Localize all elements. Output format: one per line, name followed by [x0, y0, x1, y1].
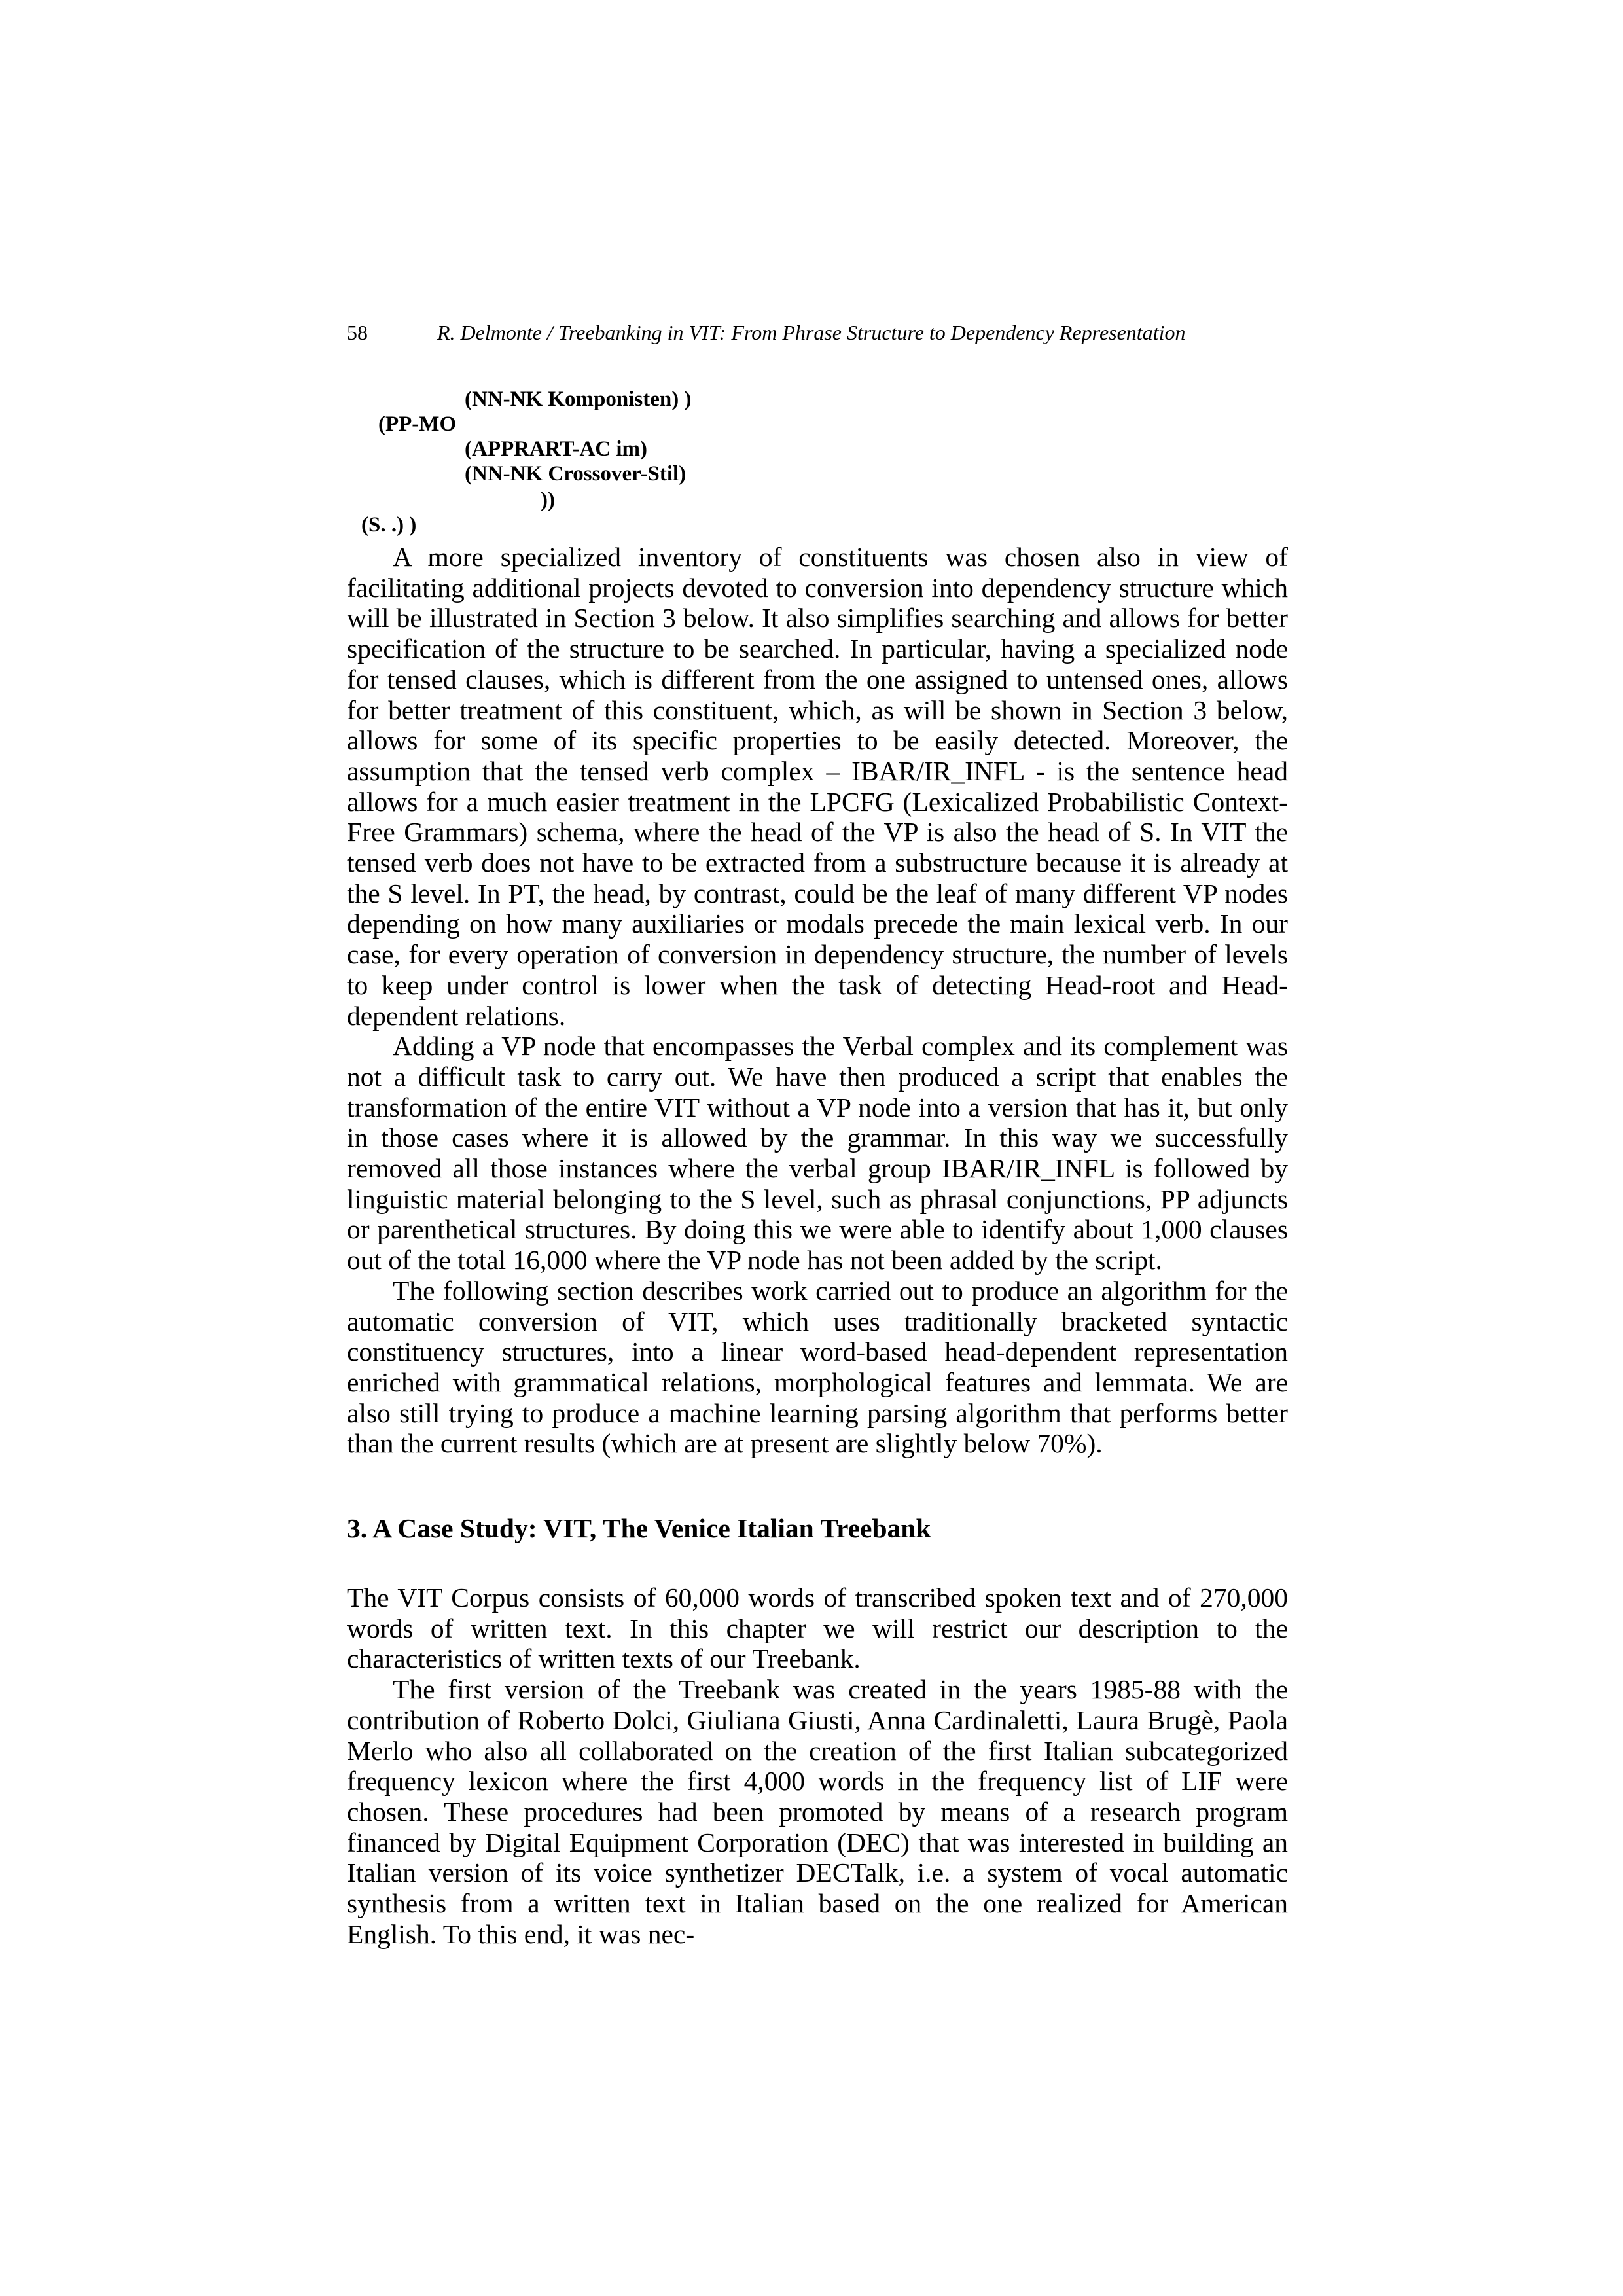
tree-line: (S. .) )	[361, 513, 417, 537]
body-text	[347, 542, 1288, 1459]
paragraph: Adding a VP node that encompasses the Verbal complex and its complement was not a difficult task to carry out. We have then produced a script that enables the transformation of the entire VIT without a VP node into a version that has it, but only in those cases where it is allowed by the grammar. In this way we successfully removed all those instances where the verbal group IBAR/IR_INFL is followed by linguistic material belonging to the S level, such as phrasal conjunctions, PP adjuncts or parenthetical structures. By doing this we were able to identify about 1,000 clauses out of the total 16,000 where the VP node has not been added by the script.	[347, 1031, 1288, 1276]
tree-line: (PP-MO	[378, 412, 457, 436]
tree-line: (NN-NK Crossover-Stil)	[465, 462, 687, 486]
running-head: R. Delmonte / Treebanking in VIT: From Phrase Structure to Dependency Representation	[437, 321, 1186, 344]
page-header	[347, 318, 1283, 347]
section-heading: 3. A Case Study: VIT, The Venice Italian Treebank	[347, 1513, 931, 1543]
tree-line: (APPRART-AC im)	[465, 437, 648, 461]
tree-line: (NN-NK Komponisten) )	[465, 387, 692, 411]
paragraph: The VIT Corpus consists of 60,000 words of transcribed spoken text and of 270,000 words of written text. In this chapter we will restrict our description to the characteristics of written texts of our Treebank.	[347, 1583, 1288, 1674]
paragraph: A more specialized inventory of constituents was chosen also in view of facilitating additional projects devoted to conversion into dependency structure which will be illustrated in Section 3 below. It also simplifies searching and allows for better specification of the structure to be searched. In particular, having a specialized node for tensed clauses, which is different from the one assigned to untensed ones, allows for better treatment of this constituent, which, as will be shown in Section 3 below, allows for some of its specific properties to be easily detected. Moreover, the assumption that the tensed verb complex – IBAR/IR_INFL - is the sentence head allows for a much easier treatment in the LPCFG (Lexicalized Probabilistic Context-Free Grammars) schema, where the head of the VP is also the head of S. In VIT the tensed verb does not have to be extracted from a substructure because it is already at the S level. In PT, the head, by contrast, could be the leaf of many different VP nodes depending on how many auxiliaries or modals precede the main lexical verb. In our case, for every operation of conversion in dependency structure, the number of levels to keep under control is lower when the task of detecting Head-root and Head-dependent relations.	[347, 542, 1288, 1031]
paragraph: The following section describes work carried out to produce an algorithm for the automatic conversion of VIT, which uses traditionally bracketed syntactic constituency structures, into a linear word-based head-dependent representation enriched with grammatical relations, morphological features and lemmata. We are also still trying to produce a machine learning parsing algorithm that performs better than the current results (which are at present are slightly below 70%).	[347, 1275, 1288, 1459]
tree-line: ))	[541, 488, 555, 512]
page-number: 58	[347, 321, 368, 344]
paragraph: The first version of the Treebank was created in the years 1985-88 with the contribution of Roberto Dolci, Giuliana Giusti, Anna Cardinaletti, Laura Brugè, Paola Merlo who also all collaborated on the creation of the first Italian subcategorized frequency lexicon where the first 4,000 words in the frequency list of LIF were chosen. These procedures had been promoted by means of a research program financed by Digital Equipment Corporation (DEC) that was interested in building an Italian version of its voice synthetizer DECTalk, i.e. a system of vocal automatic synthesis from a written text in Italian based on the one realized for American English. To this end, it was nec-	[347, 1674, 1288, 1949]
section-body-text	[347, 1583, 1288, 1949]
